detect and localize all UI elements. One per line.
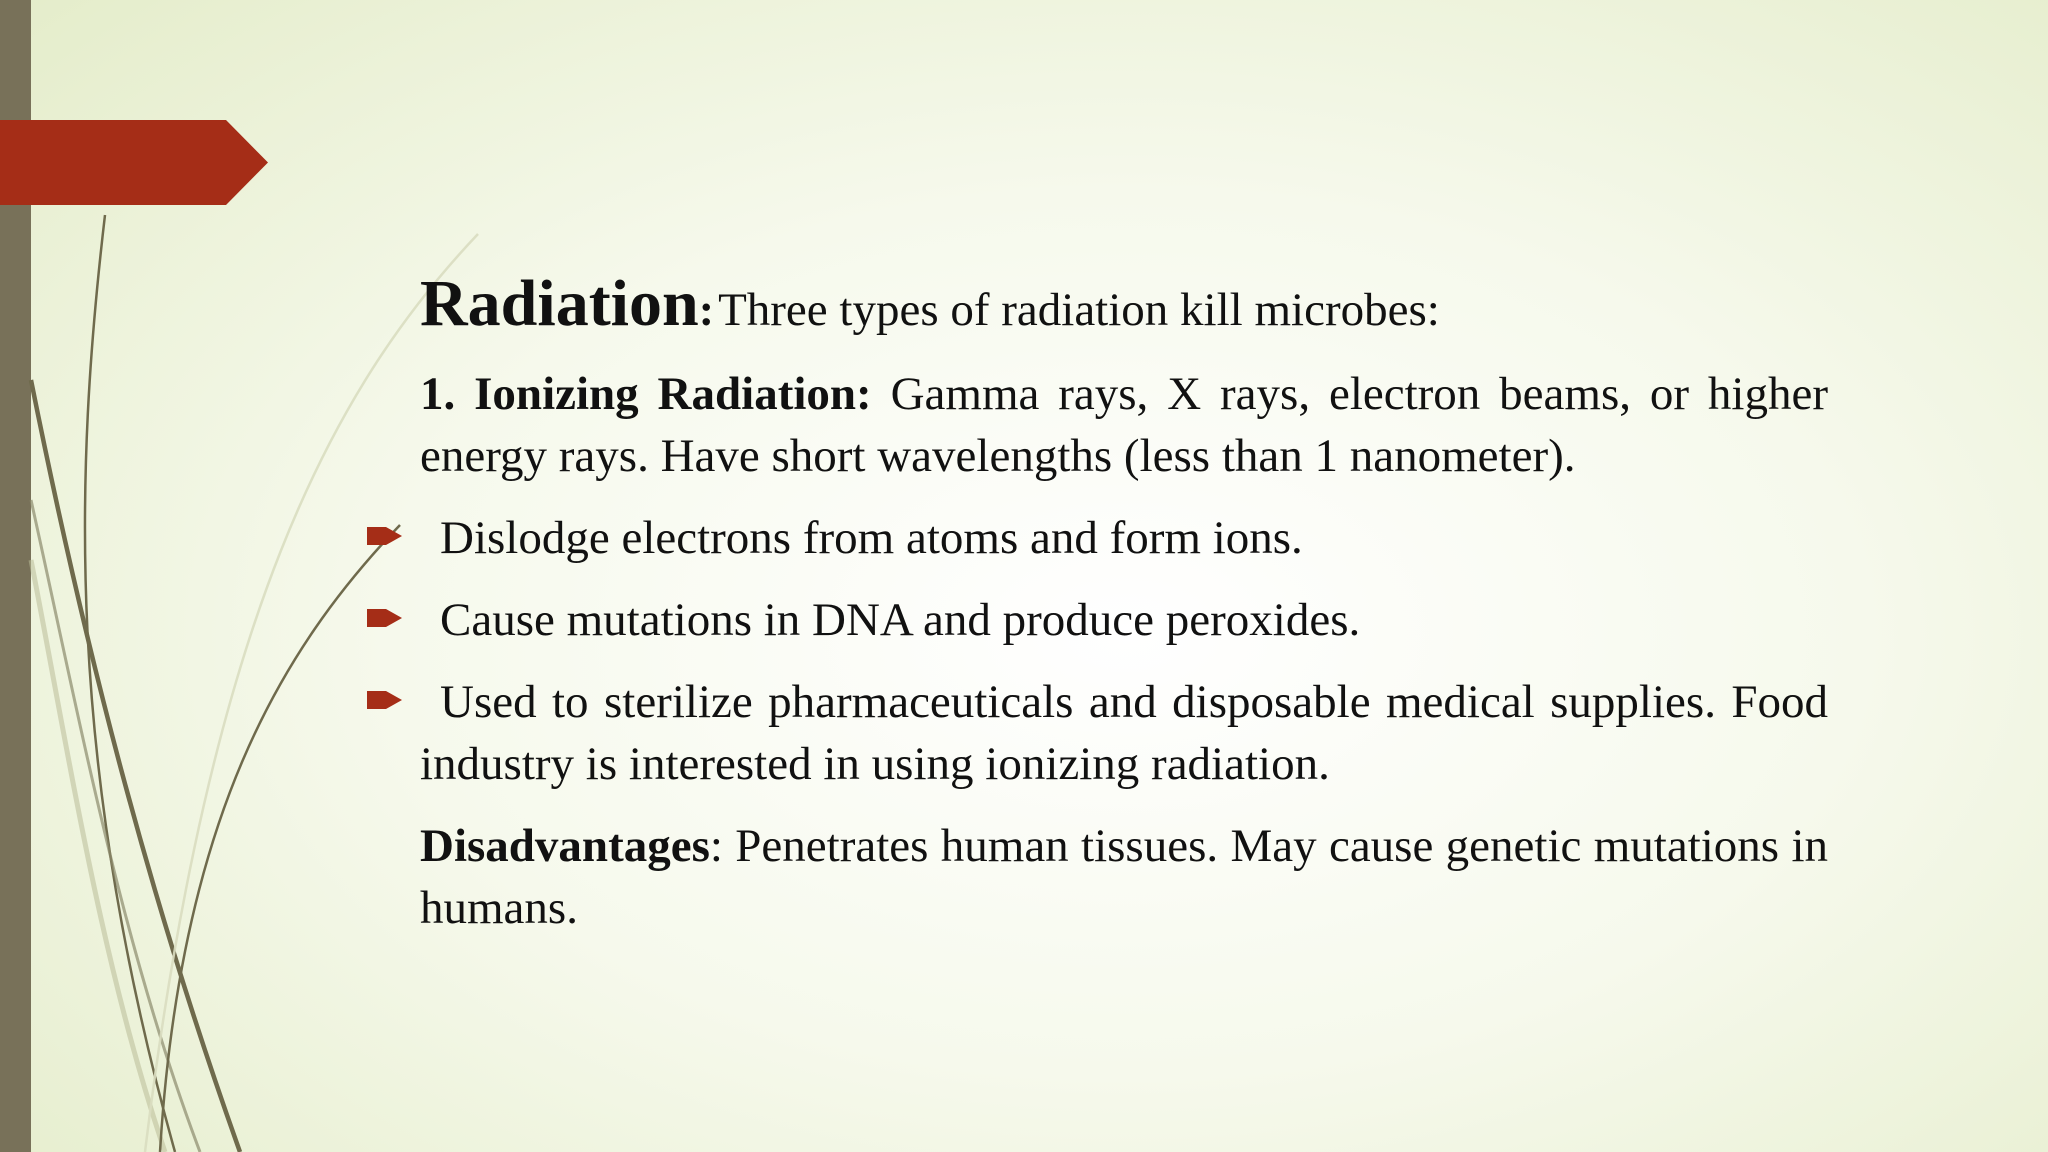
disadvantages-label: Disadvantages: [420, 819, 710, 872]
bullet-text: Cause mutations in DNA and produce peroxides.: [440, 593, 1361, 646]
slide-heading: [420, 268, 1828, 341]
item1-label: 1. Ionizing Radiation:: [420, 367, 872, 420]
slide-subtitle: Three types of radiation kill microbes:: [718, 284, 1440, 336]
bullet-text: Dislodge electrons from atoms and form ions.: [440, 511, 1303, 564]
bullet-text: Used to sterilize pharmaceuticals and disposable medical supplies. Food industry is interested in using ionizing radiation.: [420, 675, 1828, 790]
slide-title: Radiation: [420, 267, 699, 340]
bullet-item: [420, 507, 1828, 569]
ionizing-radiation-paragraph: [420, 363, 1828, 487]
item1-text: Gamma rays, X rays, electron beams, or higher energy rays. Have short wavelengths (less than 1 nanometer).: [420, 367, 1828, 482]
bullet-item: [420, 671, 1828, 795]
accent-arrow-tab: [0, 120, 268, 205]
arrow-bullet-icon: [364, 523, 406, 549]
disadvantages-colon: :: [709, 819, 723, 872]
title-colon: :: [698, 284, 715, 335]
slide-content: [420, 268, 1828, 959]
arrow-bullet-icon: [364, 605, 406, 631]
disadvantages-text: Penetrates human tissues. May cause genetic mutations in humans.: [420, 819, 1828, 934]
bullet-item: [420, 589, 1828, 651]
disadvantages-paragraph: [420, 815, 1828, 939]
arrow-bullet-icon: [364, 687, 406, 713]
